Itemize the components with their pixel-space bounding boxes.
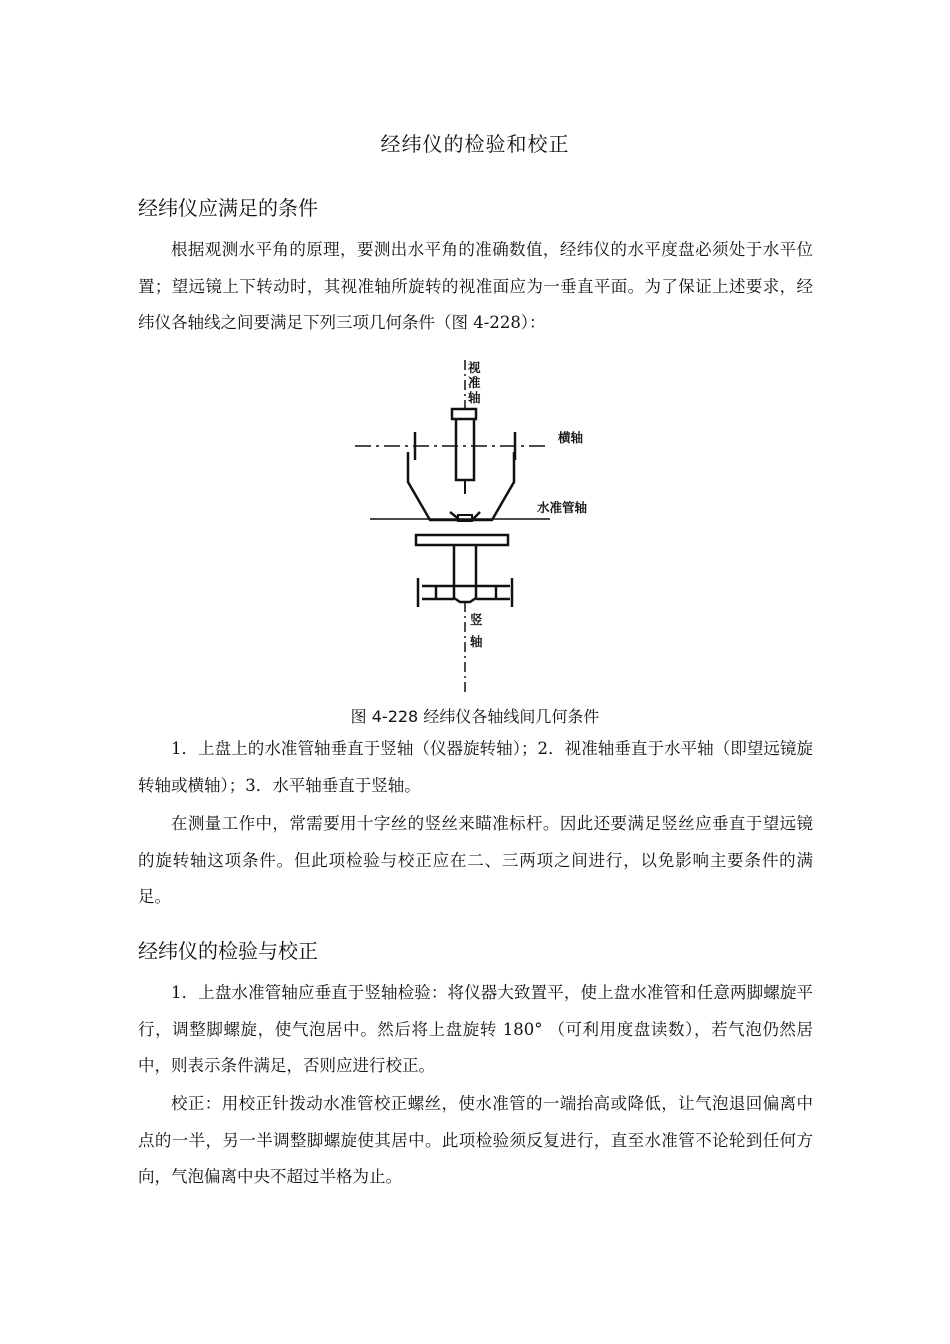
section-heading-inspection: 经纬仪的检验与校正 xyxy=(138,939,318,963)
label-sight-axis-3: 轴 xyxy=(468,390,481,405)
note-paragraph: 在测量工作中，常需要用十字丝的竖丝来瞄准标杆。因此还要满足竖丝应垂直于望远镜的旋转轴这项条件。但此项检验与校正应在二、三两项之间进行，以免影响主要条件的满足。 xyxy=(138,814,813,906)
figure-caption: 图 4-228 经纬仪各轴线间几何条件 xyxy=(350,707,600,726)
label-sight-axis-1: 视 xyxy=(468,360,481,375)
label-level-tube-axis: 水准管轴 xyxy=(537,500,588,515)
label-sight-axis-2: 准 xyxy=(468,375,481,390)
intro-paragraph: 根据观测水平角的原理，要测出水平角的准确数值，经纬仪的水平度盘必须处于水平位置；望远镜上下转动时，其视准轴所旋转的视准面应为一垂直平面。为了保证上述要求，经纬仪各轴线之间要满足下列三项几何条件（图 4-228）： xyxy=(138,240,813,332)
document-title: 经纬仪的检验和校正 xyxy=(380,132,570,156)
section-heading-conditions: 经纬仪应满足的条件 xyxy=(138,196,318,220)
label-horizontal-axis: 横轴 xyxy=(558,430,584,445)
step1-paragraph: 1．上盘水准管轴应垂直于竖轴检验：将仪器大致置平，使上盘水准管和任意两脚螺旋平行，调整脚螺旋，使气泡居中。然后将上盘旋转 180° （可利用度盘读数），若气泡仍然居中，则表示条件满足，否则应进行校正。 xyxy=(138,983,813,1075)
label-vertical-axis-2: 轴 xyxy=(470,634,483,649)
label-vertical-axis-1: 竖 xyxy=(470,612,483,627)
conditions-paragraph: 1．上盘上的水准管轴垂直于竖轴（仪器旋转轴）；2．视准轴垂直于水平轴（即望远镜旋转轴或横轴）；3．水平轴垂直于竖轴。 xyxy=(138,739,813,795)
axes-diagram xyxy=(350,352,610,697)
correction-paragraph: 校正：用校正针拨动水准管校正螺丝，使水准管的一端抬高或降低，让气泡退回偏离中点的一半，另一半调整脚螺旋使其居中。此项检验须反复进行，直至水准管不论轮到任何方向，气泡偏离中央不超过半格为止。 xyxy=(138,1094,813,1186)
